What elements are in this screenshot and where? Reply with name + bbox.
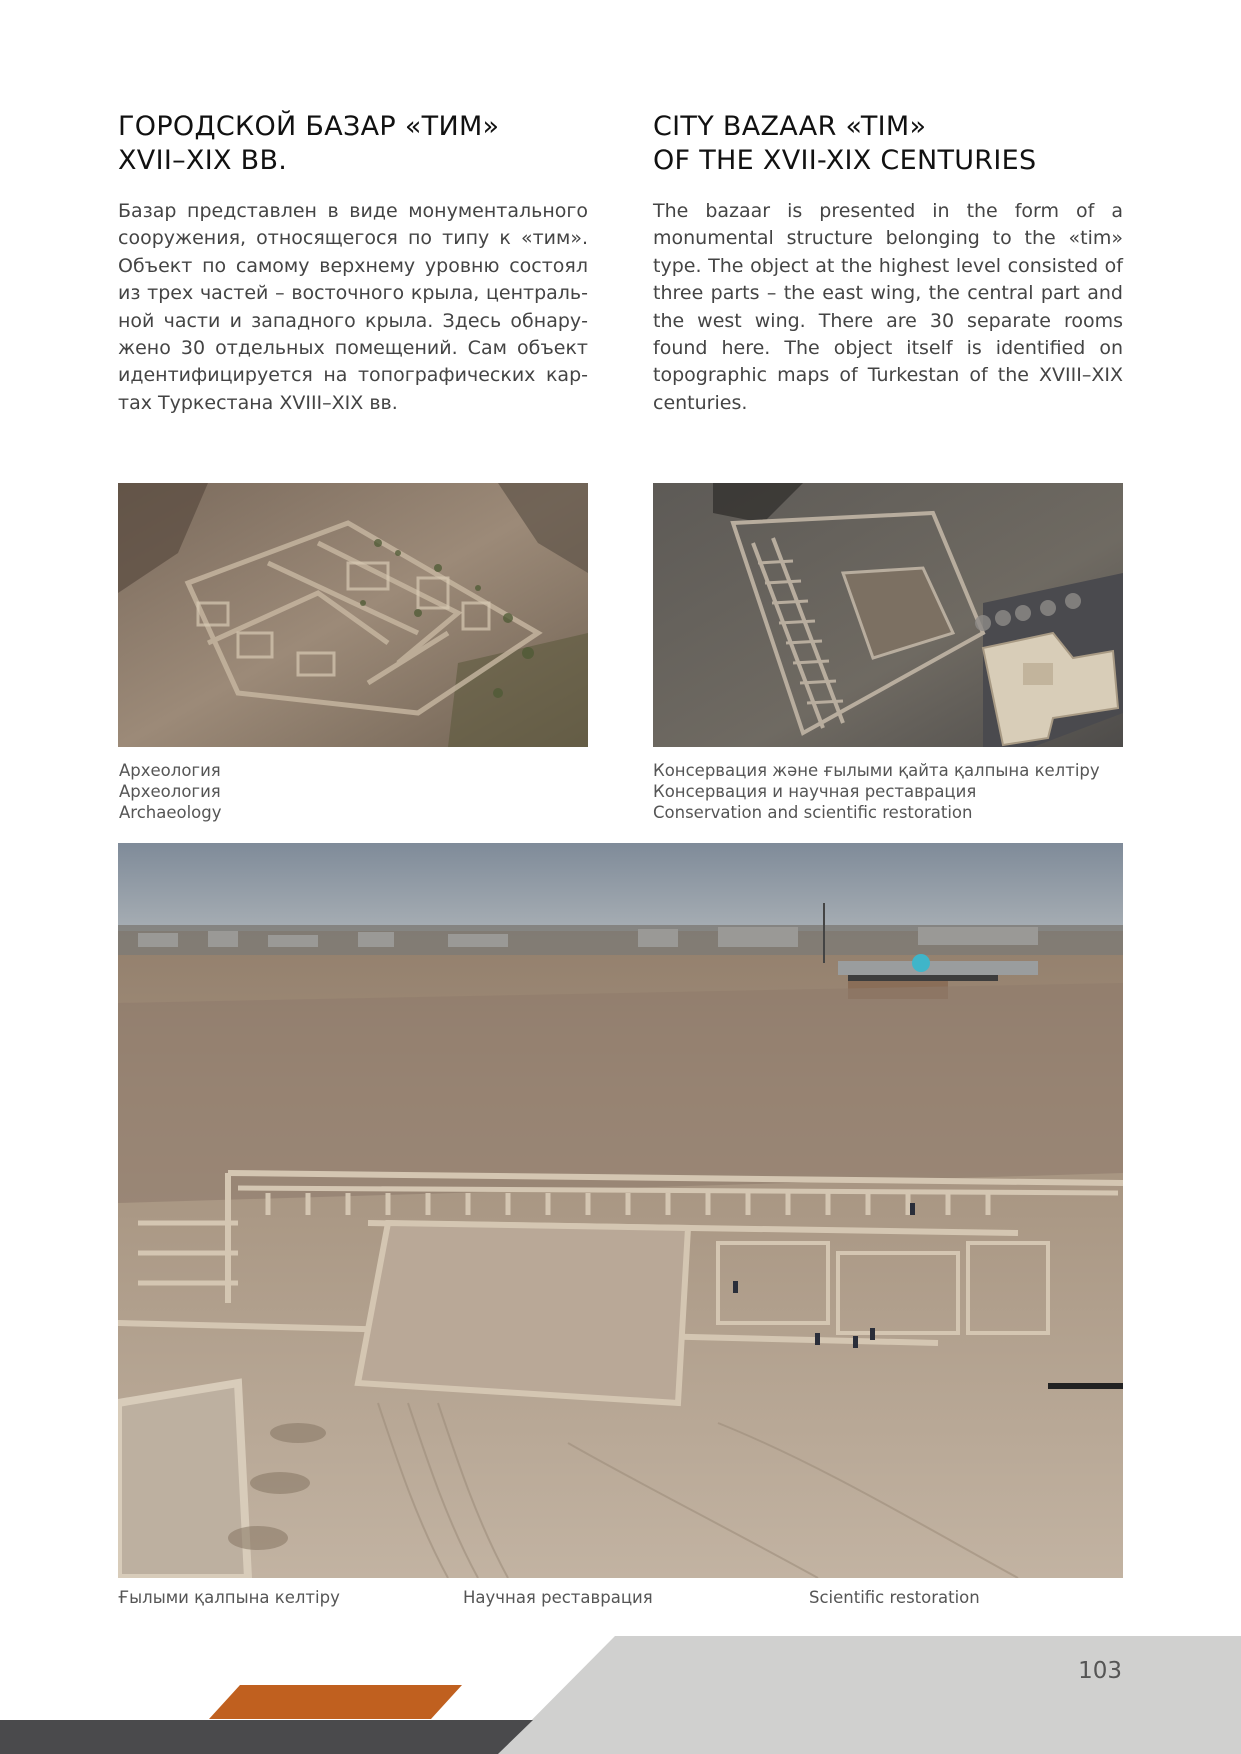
text-column-english xyxy=(653,110,1123,436)
caption-photo-2 xyxy=(653,760,1100,823)
text-column-russian xyxy=(118,110,588,436)
photo-archaeology-aerial xyxy=(118,483,588,747)
body-text-russian: Базар представлен в виде монументального сооружения, относящегося по типу к «тим». Объект по самому верхнему уровню состоял из трех частей – восточного крыла, центральной части и западного крыла. Здесь обнаружено 30 отдельных помещений. Сам объект идентифицируется на топографических картах Туркестана XVIII–XIX вв. xyxy=(118,200,588,414)
title-line-1: CITY BAZAAR «TIM» xyxy=(653,111,927,142)
caption-photo-3-kazakh: Ғылыми қалпына келтіру xyxy=(118,1588,340,1607)
caption-english: Archaeology xyxy=(119,803,222,822)
photo-conservation-aerial xyxy=(653,483,1123,747)
caption-photo-3-russian: Научная реставрация xyxy=(463,1588,653,1607)
photo-scientific-restoration-panorama xyxy=(118,843,1123,1578)
body-text-english: The bazaar is presented in the form of a monumental structure belonging to the «tim» type. The object at the highest level consisted of three parts – the east wing, the central part and the west wing. There are 30 separate rooms found here. The object itself is identified on topographic maps of Turkestan of the XVIII–XIX centuries. xyxy=(653,200,1123,414)
title-line-2: XVII–XIX ВВ. xyxy=(118,145,288,176)
caption-photo-1 xyxy=(119,760,222,823)
footer-decoration xyxy=(0,1630,1241,1754)
section-title-english xyxy=(653,110,1123,178)
caption-kazakh: Консервация және ғылыми қайта қалпына келтіру xyxy=(653,761,1100,780)
footer-dark-band xyxy=(0,1720,533,1754)
caption-kazakh: Археология xyxy=(119,761,221,780)
footer-accent-bar xyxy=(209,1685,462,1719)
caption-russian: Консервация и научная реставрация xyxy=(653,782,977,801)
title-line-1: ГОРОДСКОЙ БАЗАР «ТИМ» xyxy=(118,111,500,142)
title-line-2: OF THE XVII-XIX CENTURIES xyxy=(653,145,1037,176)
page-number: 103 xyxy=(1078,1658,1122,1684)
footer-light-band xyxy=(498,1636,1241,1754)
caption-english: Conservation and scientific restoration xyxy=(653,803,973,822)
caption-photo-3-english: Scientific restoration xyxy=(809,1588,980,1607)
caption-russian: Археология xyxy=(119,782,221,801)
section-title-russian xyxy=(118,110,588,178)
